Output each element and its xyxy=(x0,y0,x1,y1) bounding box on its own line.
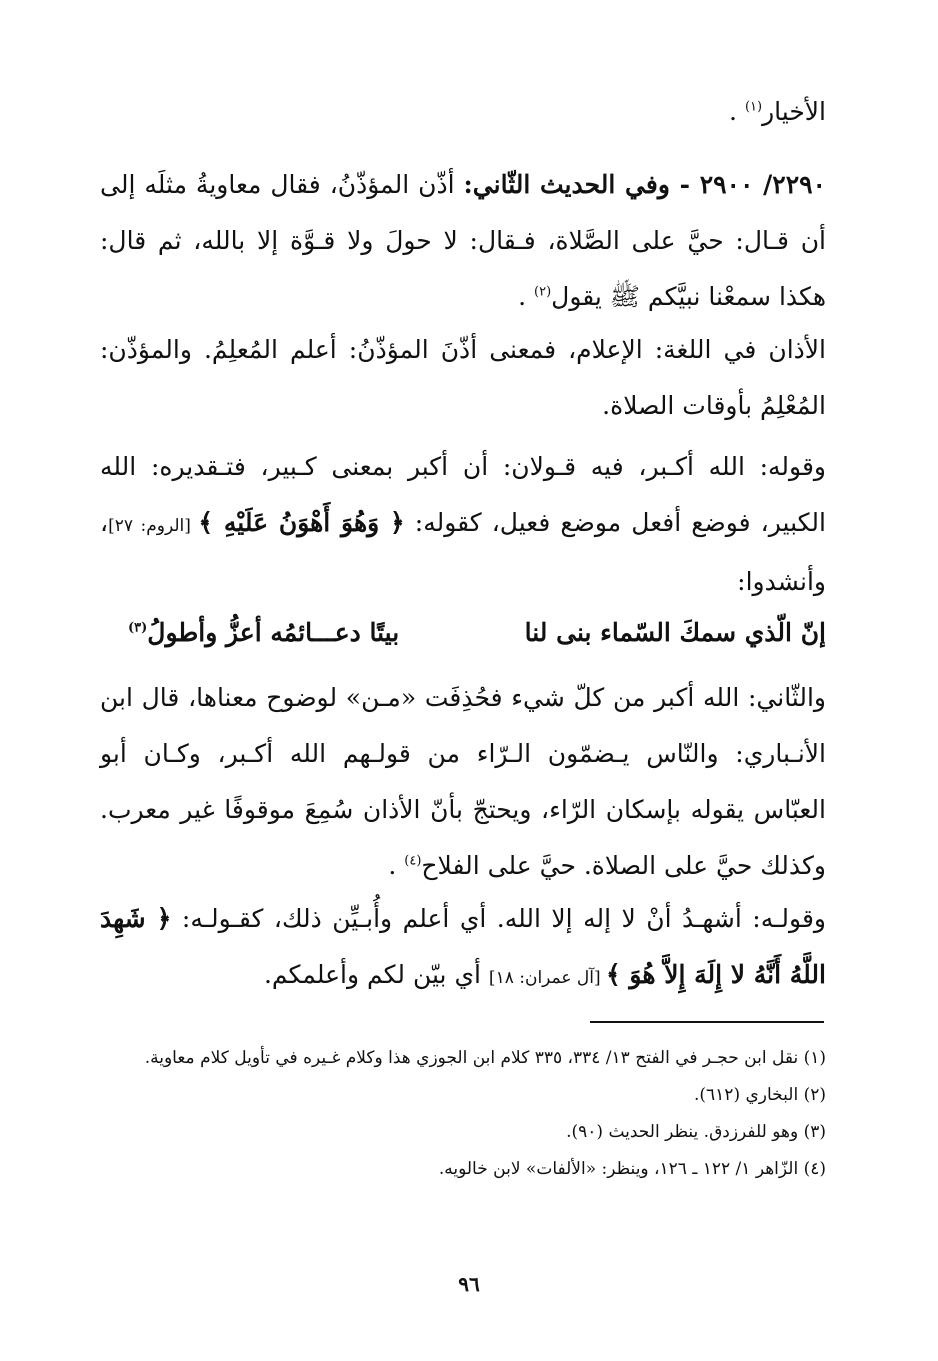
p5-text-a: وقولـه: أشهـدُ أنْ لا إله إلا الله. أي أعلم وأُبـيِّن ذلك، كقـولـه: xyxy=(171,904,826,933)
p3-text-b: ، وأنشدوا: xyxy=(100,508,826,596)
p4-end: . xyxy=(388,851,405,880)
p4-text: والثّاني: الله أكبر من كلّ شيء فحُذِفَت «مـن» لوضوح معناها، قال ابن الأنـباري: والنّاس يـضمّون الـرّاء من قولـهم الله أكـبر، وكـان أبو العبّاس يقوله بإسكان الرّاء، ويحتجّ بأنّ الأذان سُمِعَ موقوفًا غير معرب. وكذلك حيَّ على الصلاة. حيَّ على الفلاح xyxy=(100,683,826,880)
paragraph-adhan-meaning xyxy=(100,322,826,434)
page-number: ٩٦ xyxy=(458,1272,480,1296)
quran-quote-rum: ﴿ وَهُوَ أَهْوَنُ عَلَيْهِ ﴾ xyxy=(198,508,405,537)
footnote-separator xyxy=(590,1021,824,1023)
quran-quote-imran: ﴿ شَهِدَ اللَّهُ أَنَّهُ لا إِلَهَ إِلاَّ هُوَ ﴾ xyxy=(100,904,826,989)
p0-text: الأخيار xyxy=(762,97,826,126)
quran-ref-imran: [آل عمران: ١٨] xyxy=(488,968,607,988)
verse-second-hemistich: بيتًا دعـــائمُه أعزُّ وأطولُ xyxy=(147,618,400,647)
p3-text-a: وقوله: الله أكـبر، فيه قـولان: أن أكبر بمعنى كـبير، فتـقديره: الله الكبير، فوضع أفعل موضع فعيل، كقوله: xyxy=(100,452,826,537)
paragraph-second-opinion xyxy=(100,670,826,894)
paragraph-shahada xyxy=(100,891,826,1006)
footnote-1: (١) نقل ابن حجـر في الفتح ١٣/ ٣٣٤، ٣٣٥ كلام ابن الجوزي هذا وكلام غـيره في تأويل كلام معاوية. xyxy=(144,1048,826,1068)
poetry-verse xyxy=(128,605,826,661)
paragraph-0 xyxy=(100,84,826,140)
quran-ref-rum: [الروم: ٢٧] xyxy=(108,516,199,536)
hadith-text: أذّن المؤذّنُ، فقال معاويةُ مثلَه إلى أن قـال: حيَّ على الصَّلاة، فـقال: لا حولَ ولا قـوَّة إلا بالله، ثم قال: هكذا سمعْنا نبيَّكم ﷺ يقول xyxy=(100,170,827,311)
p2-text: الأذان في اللغة: الإعلام، فمعنى أذّنَ المؤذّنُ: أعلم المُعلِمُ. والمؤذّن: المُعْلِمُ بأوقات الصلاة. xyxy=(100,335,826,420)
footnote-2: (٢) البخاري (٦١٢). xyxy=(693,1085,826,1105)
verse-first-hemistich: إنّ الّذي سمكَ السّماء بنى لنا xyxy=(524,618,826,647)
paragraph-hadith xyxy=(100,157,826,325)
footnote-ref-3: (٣) xyxy=(128,620,148,636)
hadith-number: ٢٢٩٠/ ٢٩٠٠ - وفي الحديث الثّاني: xyxy=(463,170,826,199)
p0-end: . xyxy=(729,97,745,126)
footnote-ref-4: (٤) xyxy=(404,853,422,869)
footnote-3: (٣) وهو للفرزدق. ينظر الحديث (٩٠). xyxy=(566,1122,826,1142)
footnote-ref-2: (٢) xyxy=(534,284,552,300)
p5-text-b: أي بيّن لكم وأعلمكم. xyxy=(263,960,489,989)
footnotes xyxy=(96,1040,826,1188)
footnote-4: (٤) الزّاهر ١/ ١٢٢ ـ ١٢٦، وينظر: «الألفات» لابن خالويه. xyxy=(438,1159,826,1179)
footnote-ref-1: (١) xyxy=(744,99,763,115)
paragraph-takbir xyxy=(100,439,826,610)
hadith-end: . xyxy=(518,282,535,311)
